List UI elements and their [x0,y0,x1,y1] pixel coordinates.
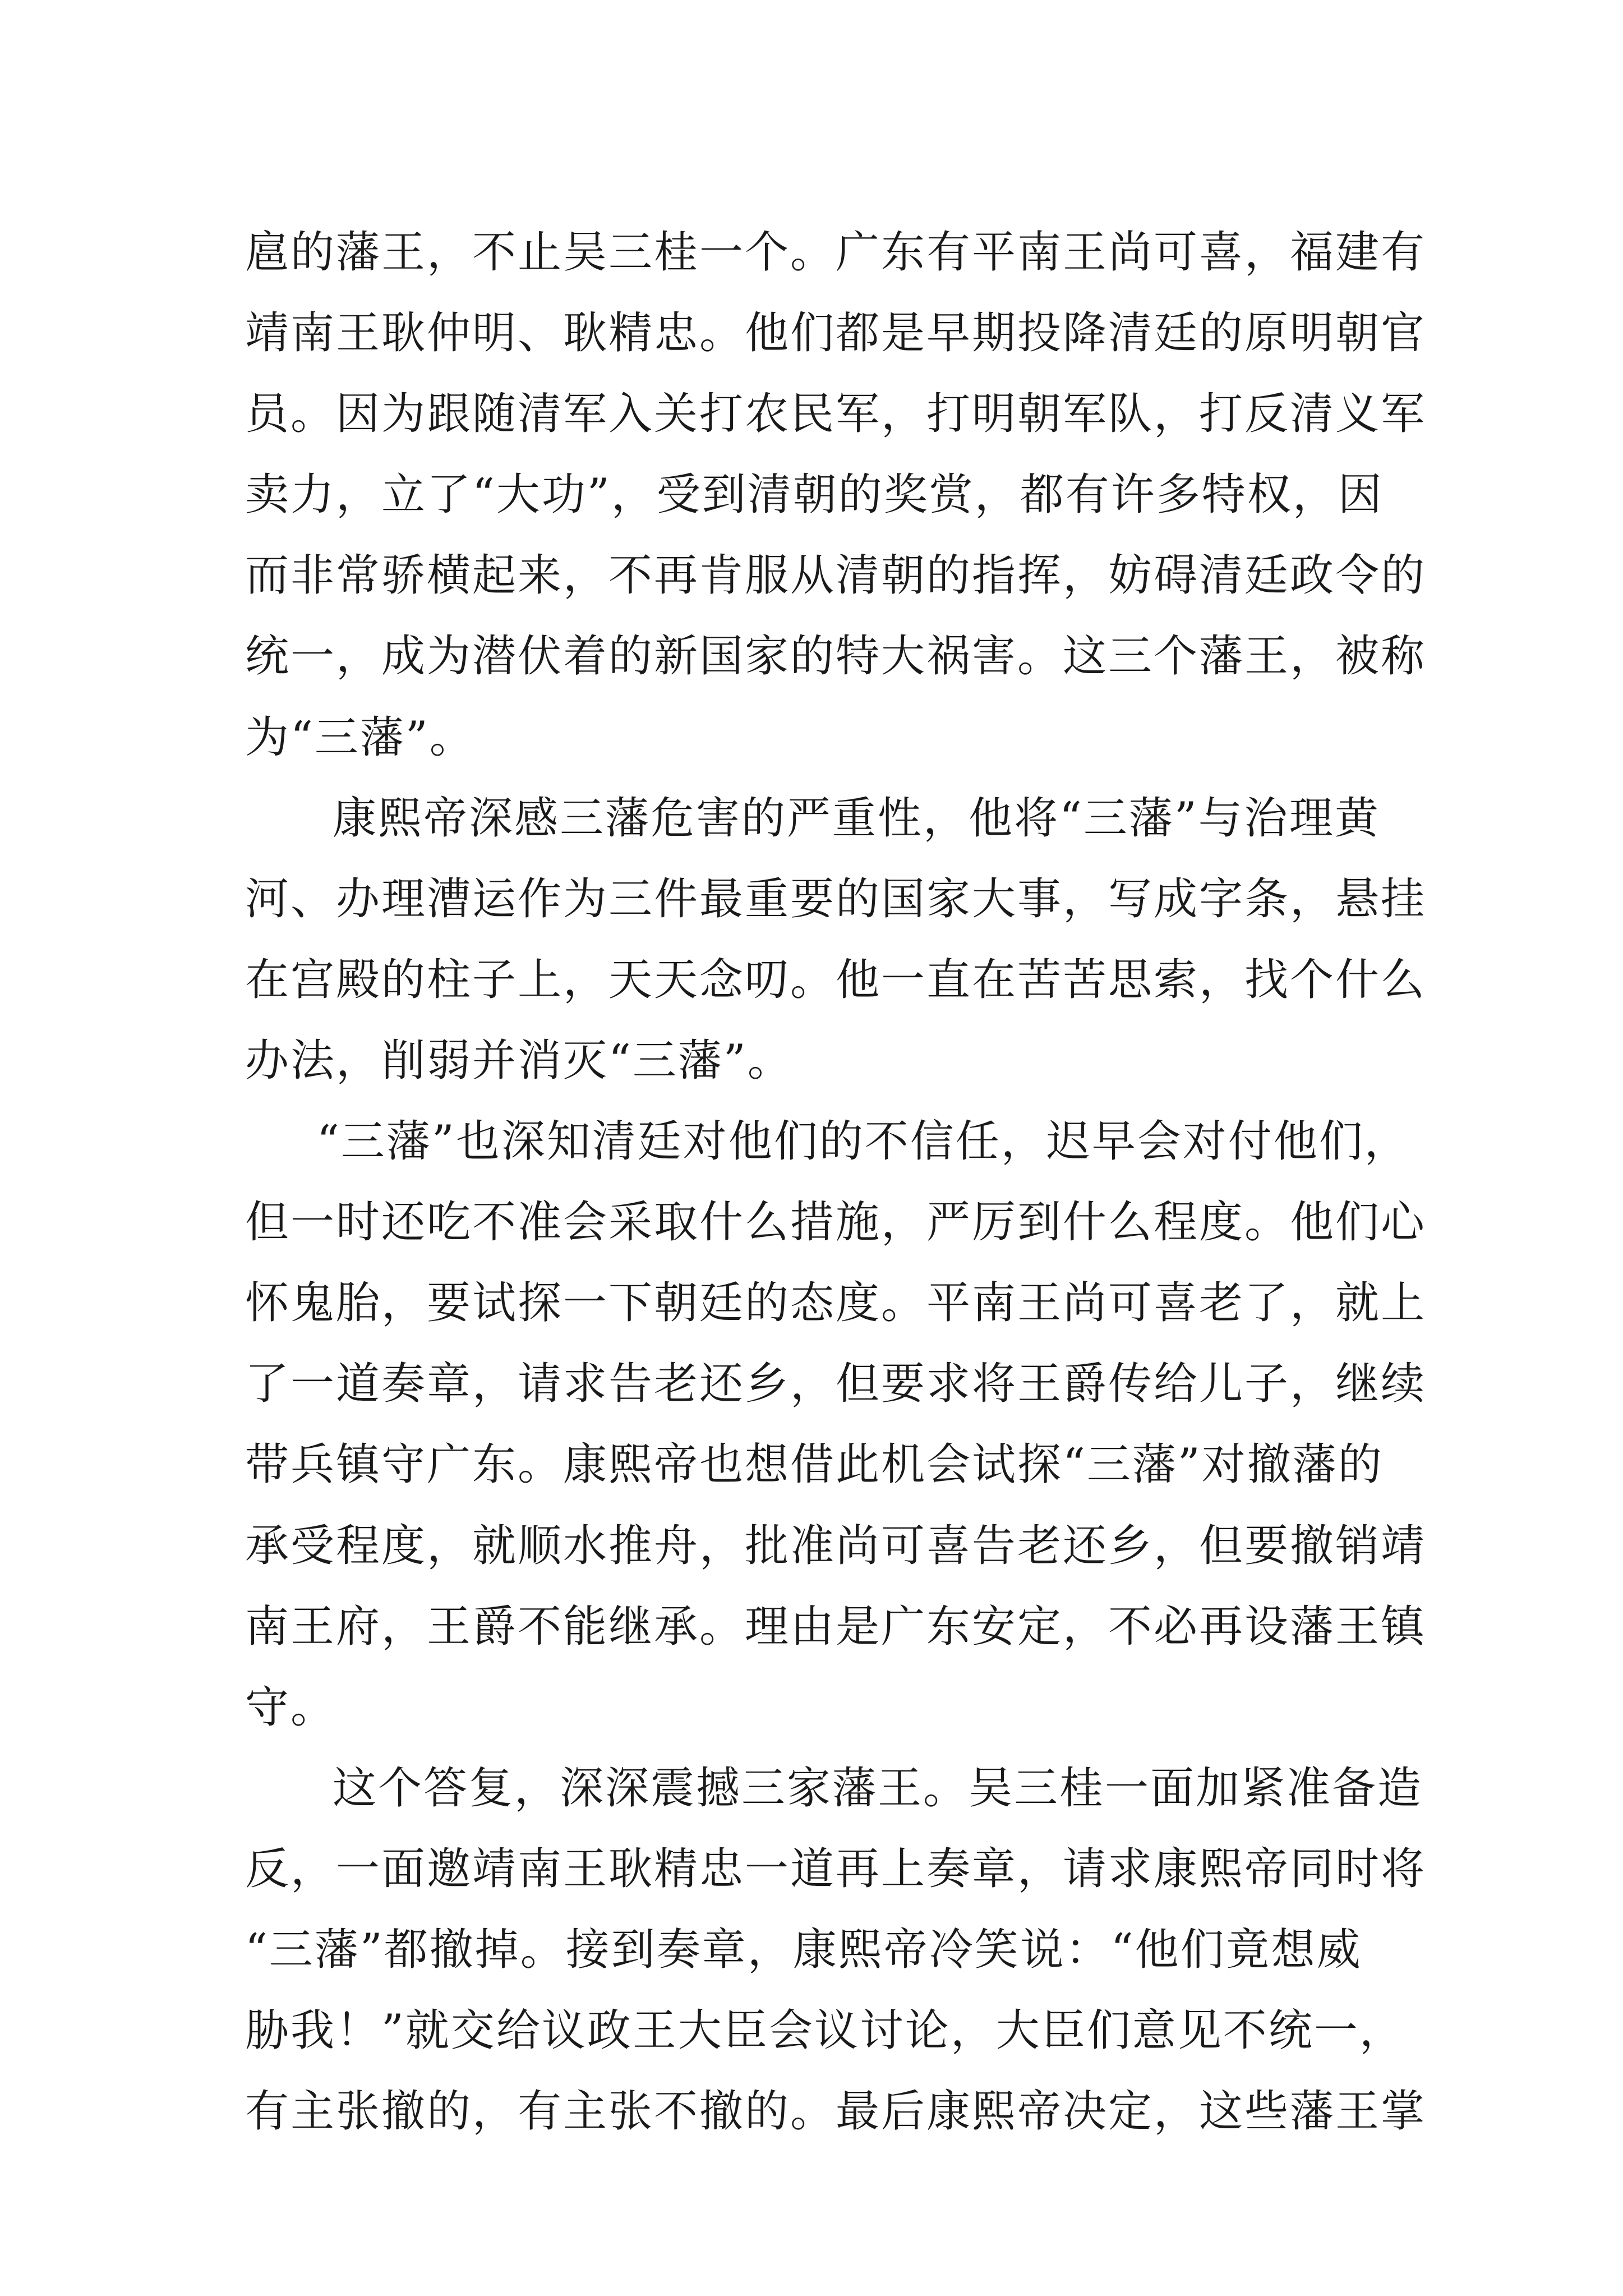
text-line: 员。因为跟随清军入关打农民军，打明朝军队，打反清义军 [245,389,1427,440]
text-line: “三藩”都撤掉。接到奏章，康熙帝冷笑说：“他们竟想威 [245,1924,1362,1975]
text-line: 南王府，王爵不能继承。理由是广东安定，不必再设藩王镇 [245,1601,1427,1652]
paragraph-1 [245,212,1427,778]
text-line: 为“三藩”。 [245,712,475,763]
text-line: 卖力，立了“大功”，受到清朝的奖赏，都有许多特权，因 [245,470,1384,521]
text-line: 了一道奏章，请求告老还乡，但要求将王爵传给儿子，继续 [245,1359,1427,1410]
text-line: 河、办理漕运作为三件最重要的国家大事，写成字条，悬挂 [245,873,1427,924]
body-text [245,212,1427,2152]
text-line: 反，一面邀靖南王耿精忠一道再上奏章，请求康熙帝同时将 [245,1843,1427,1894]
text-line: 胁我！”就交给议政王大臣会议讨论，大臣们意见不统一， [245,2005,1405,2056]
text-line: 统一，成为潜伏着的新国家的特大祸害。这三个藩王，被称 [245,631,1427,682]
text-line: 这个答复，深深震撼三家藩王。吴三桂一面加紧准备造 [333,1763,1423,1814]
text-line: 有主张撤的，有主张不撤的。最后康熙帝决定，这些藩王掌 [245,2086,1427,2137]
text-line: 守。 [245,1682,336,1733]
text-line: 在宫殿的柱子上，天天念叨。他一直在苦苦思索，找个什么 [245,954,1427,1005]
text-line: 办法，削弱并消灭“三藩”。 [245,1035,793,1086]
text-line: 靖南王耿仲明、耿精忠。他们都是早期投降清廷的原明朝官 [245,308,1427,359]
text-line: 带兵镇守广东。康熙帝也想借此机会试探“三藩”对撤藩的 [245,1439,1384,1490]
text-line: 而非常骄横起来，不再肯服从清朝的指挥，妨碍清廷政令的 [245,550,1427,601]
text-line: 承受程度，就顺水推舟，批准尚可喜告老还乡，但要撤销靖 [245,1520,1427,1571]
paragraph-3 [245,1101,1427,1748]
paragraph-2 [245,778,1427,1101]
text-line: “三藩”也深知清廷对他们的不信任，迟早会对付他们， [317,1116,1410,1167]
text-line: 扈的藩王，不止吴三桂一个。广东有平南王尚可喜，福建有 [245,227,1427,278]
text-line: 康熙帝深感三藩危害的严重性，他将“三藩”与治理黄 [333,793,1380,844]
text-line: 但一时还吃不准会采取什么措施，严厉到什么程度。他们心 [245,1197,1427,1248]
text-line: 怀鬼胎，要试探一下朝廷的态度。平南王尚可喜老了，就上 [245,1278,1427,1329]
paragraph-4 [245,1748,1427,2152]
